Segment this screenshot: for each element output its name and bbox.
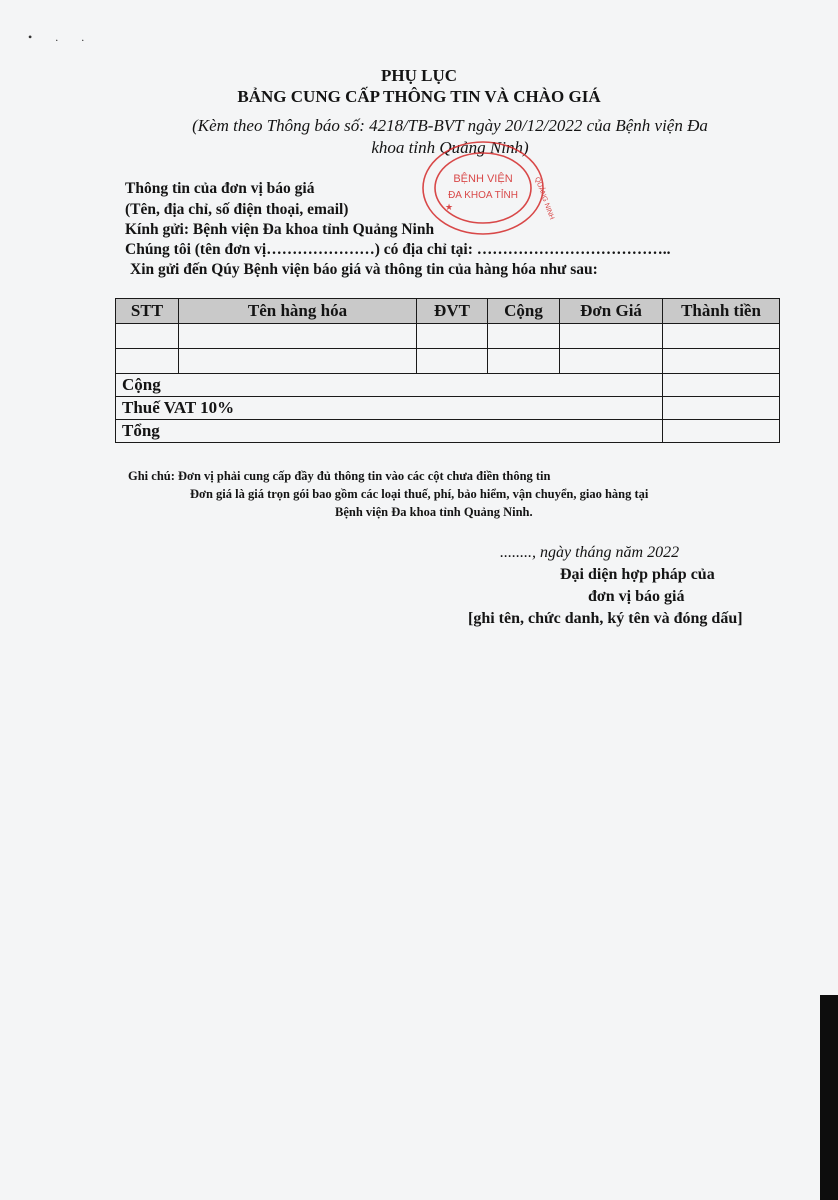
note-line-3: Bệnh viện Đa khoa tỉnh Quảng Ninh. [335,505,533,519]
document-title: PHỤ LỤC [380,66,458,85]
table-cell [560,324,663,349]
stamp-inner-ring [435,153,531,223]
scan-edge-bar [820,995,838,1200]
table-cell [116,349,179,374]
quote-table [115,298,780,443]
vat-value [663,397,780,420]
col-header-unit-price: Đơn Giá [560,299,663,324]
subtotal-value [663,374,780,397]
table-row [116,324,780,349]
col-header-total: Thành tiền [663,299,780,324]
table-cell [417,349,488,374]
signature-title-1: Đại diện hợp pháp của [560,566,715,583]
reference-line-1: (Kèm theo Thông báo số: 4218/TB-BVT ngày 20/12/2022 của Bệnh viện Đa [192,116,708,135]
stamp-text-2: ĐA KHOA TỈNH [448,190,518,201]
table-header-row [116,299,780,324]
table-cell [663,324,780,349]
grand-total-label: Tổng [116,420,663,443]
table-cell [488,349,560,374]
col-header-stt: STT [116,299,179,324]
vat-label: Thuế VAT 10% [116,397,663,420]
signature-instruction: [ghi tên, chức danh, ký tên và đóng dấu] [468,610,743,627]
table-cell [179,349,417,374]
sender-info-heading: Thông tin của đơn vị báo giá [125,180,315,197]
summary-row-total [116,420,780,443]
summary-row-vat [116,397,780,420]
scan-marks: • . . [28,30,95,44]
col-header-quantity: Cộng [488,299,560,324]
stamp-ring-text: QUẢNG NINH [533,176,555,221]
company-address-line: Chúng tôi (tên đơn vị…………………) có địa chỉ tại: ……………………………….. [125,241,671,258]
col-header-unit: ĐVT [417,299,488,324]
recipient-line: Kính gửi: Bệnh viện Đa khoa tỉnh Quảng Ninh [125,221,435,238]
col-header-item-name: Tên hàng hóa [179,299,417,324]
stamp-star: ★ [445,202,454,212]
table-cell [417,324,488,349]
table-cell [179,324,417,349]
table-cell [560,349,663,374]
grand-total-value [663,420,780,443]
table-cell [116,324,179,349]
subtotal-label: Cộng [116,374,663,397]
signature-date: ........, ngày tháng năm 2022 [500,544,680,561]
sender-info-fields: (Tên, địa chỉ, số điện thoại, email) [125,201,349,218]
stamp-outer-ring [423,142,543,234]
note-line-2: Đơn giá là giá trọn gói bao gồm các loại thuế, phí, bảo hiểm, vận chuyển, giao hàng tại [190,487,649,501]
table-row [116,349,780,374]
signature-title-2: đơn vị báo giá [588,588,685,605]
table-cell [488,324,560,349]
document-subtitle: BẢNG CUNG CẤP THÔNG TIN VÀ CHÀO GIÁ [237,87,601,106]
table-cell [663,349,780,374]
stamp-text-1: BỆNH VIỆN [453,173,513,185]
hospital-seal-stamp [415,140,555,240]
request-line: Xin gửi đến Qúy Bệnh viện báo giá và thông tin của hàng hóa như sau: [130,261,598,278]
summary-row-subtotal [116,374,780,397]
reference-line-2: khoa tỉnh Quảng Ninh) [371,138,529,157]
note-line-1: Ghi chú: Đơn vị phải cung cấp đầy đủ thông tin vào các cột chưa điền thông tin [128,469,551,483]
